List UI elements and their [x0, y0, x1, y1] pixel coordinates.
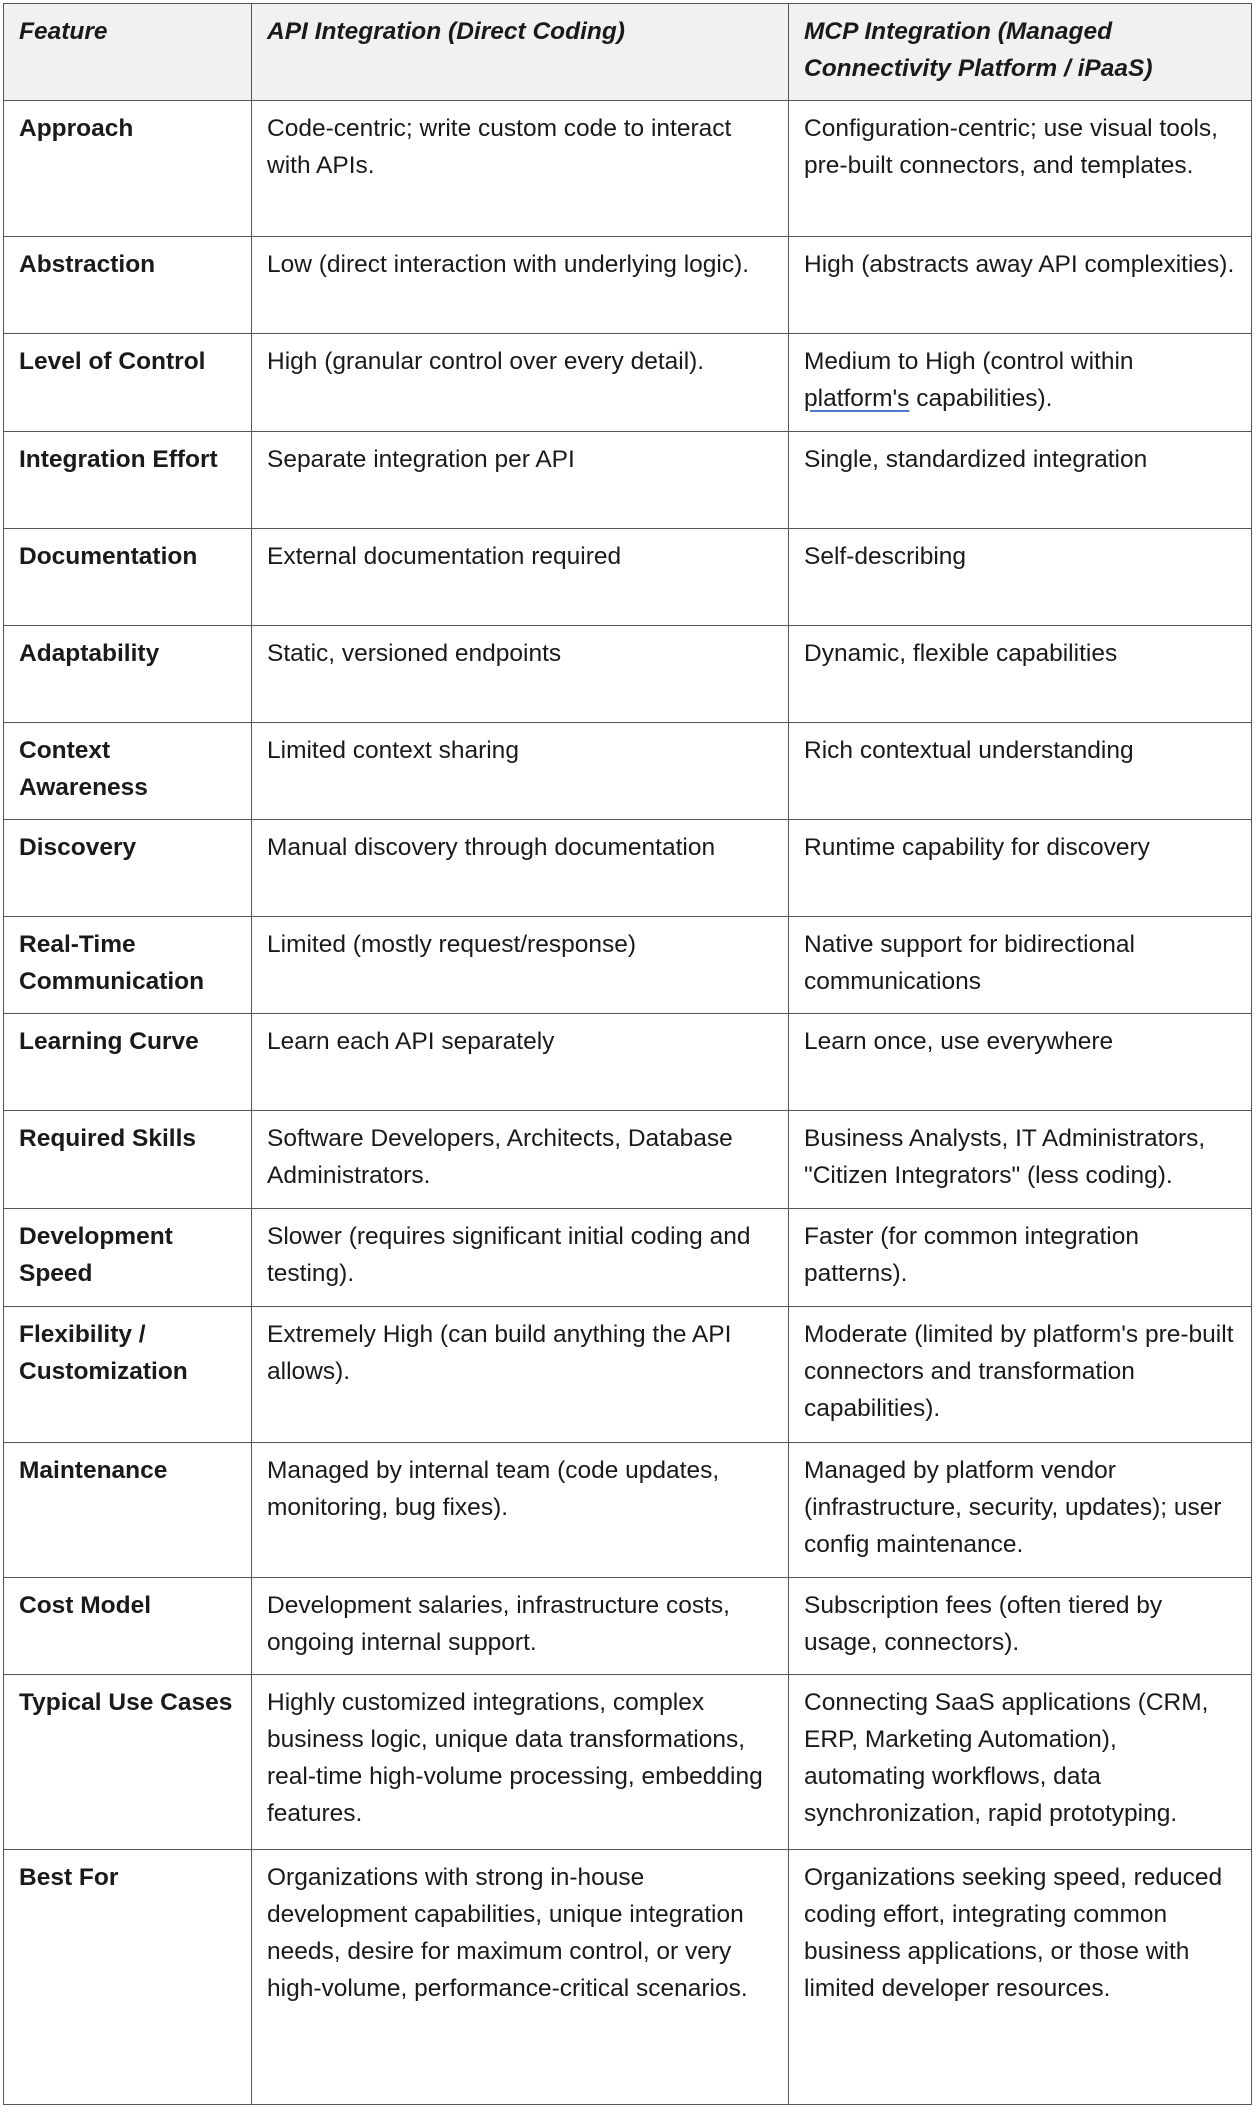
row-mcp: Managed by platform vendor (infrastructure, security, updates); user config maintenance. [789, 1443, 1252, 1578]
row-mcp: Faster (for common integration patterns). [789, 1209, 1252, 1307]
row-api: Separate integration per API [252, 432, 789, 529]
table-row [4, 1443, 1252, 1578]
table-row [4, 237, 1252, 334]
row-api: Limited context sharing [252, 723, 789, 820]
row-mcp: Dynamic, flexible capabilities [789, 626, 1252, 723]
row-mcp: Business Analysts, IT Administrators, "Citizen Integrators" (less coding). [789, 1111, 1252, 1209]
row-mcp: Self-describing [789, 529, 1252, 626]
row-api: Learn each API separately [252, 1014, 789, 1111]
row-api: Static, versioned endpoints [252, 626, 789, 723]
table-row [4, 1209, 1252, 1307]
table-row [4, 1014, 1252, 1111]
row-feature: Discovery [4, 820, 252, 917]
table-row [4, 1578, 1252, 1675]
row-api: Development salaries, infrastructure costs, ongoing internal support. [252, 1578, 789, 1675]
row-mcp-post: capabilities). [909, 385, 1053, 412]
table-row [4, 917, 1252, 1014]
row-api: Code-centric; write custom code to interact with APIs. [252, 101, 789, 237]
row-mcp: Single, standardized integration [789, 432, 1252, 529]
row-api: Organizations with strong in-house development capabilities, unique integration needs, desire for maximum control, or very high-volume, performance-critical scenarios. [252, 1850, 789, 2105]
row-feature: Adaptability [4, 626, 252, 723]
header-api: API Integration (Direct Coding) [252, 4, 789, 101]
row-api: Highly customized integrations, complex business logic, unique data transformations, real-time high-volume processing, embedding features. [252, 1675, 789, 1850]
row-mcp: High (abstracts away API complexities). [789, 237, 1252, 334]
row-api: Limited (mostly request/response) [252, 917, 789, 1014]
row-feature: Best For [4, 1850, 252, 2105]
row-feature: Documentation [4, 529, 252, 626]
row-feature: Development Speed [4, 1209, 252, 1307]
row-mcp-pre: Medium to High (control within [804, 348, 1134, 375]
header-feature: Feature [4, 4, 252, 101]
row-mcp: Runtime capability for discovery [789, 820, 1252, 917]
table-row [4, 820, 1252, 917]
table-row [4, 1307, 1252, 1443]
row-feature: Learning Curve [4, 1014, 252, 1111]
row-api: Managed by internal team (code updates, monitoring, bug fixes). [252, 1443, 789, 1578]
table-row [4, 334, 1252, 432]
table-row [4, 432, 1252, 529]
row-mcp: Organizations seeking speed, reduced coding effort, integrating common business applications, or those with limited developer resources. [789, 1850, 1252, 2105]
header-row [4, 4, 1252, 101]
row-mcp: Connecting SaaS applications (CRM, ERP, Marketing Automation), automating workflows, data synchronization, rapid prototyping. [789, 1675, 1252, 1850]
row-mcp: Rich contextual understanding [789, 723, 1252, 820]
table-row [4, 1850, 1252, 2105]
row-mcp: Subscription fees (often tiered by usage, connectors). [789, 1578, 1252, 1675]
row-feature: Typical Use Cases [4, 1675, 252, 1850]
table-row [4, 1111, 1252, 1209]
table-row [4, 626, 1252, 723]
row-api: Manual discovery through documentation [252, 820, 789, 917]
row-feature: Cost Model [4, 1578, 252, 1675]
row-api: External documentation required [252, 529, 789, 626]
row-api: Extremely High (can build anything the API allows). [252, 1307, 789, 1443]
row-mcp: Moderate (limited by platform's pre-built connectors and transformation capabilities). [789, 1307, 1252, 1443]
table-row [4, 1675, 1252, 1850]
row-feature: Required Skills [4, 1111, 252, 1209]
spellcheck-word: platform's [804, 385, 910, 412]
table-row [4, 101, 1252, 237]
row-mcp [789, 334, 1252, 432]
row-feature: Maintenance [4, 1443, 252, 1578]
row-feature: Real-Time Communication [4, 917, 252, 1014]
row-mcp: Learn once, use everywhere [789, 1014, 1252, 1111]
row-api: Low (direct interaction with underlying logic). [252, 237, 789, 334]
row-feature: Flexibility / Customization [4, 1307, 252, 1443]
table-row [4, 723, 1252, 820]
header-mcp: MCP Integration (Managed Connectivity Platform / iPaaS) [789, 4, 1252, 101]
comparison-table [3, 3, 1252, 2105]
row-feature: Approach [4, 101, 252, 237]
row-feature: Integration Effort [4, 432, 252, 529]
row-api: Software Developers, Architects, Database Administrators. [252, 1111, 789, 1209]
row-api: High (granular control over every detail). [252, 334, 789, 432]
row-feature: Context Awareness [4, 723, 252, 820]
table-row [4, 529, 1252, 626]
row-feature: Abstraction [4, 237, 252, 334]
row-mcp: Configuration-centric; use visual tools, pre-built connectors, and templates. [789, 101, 1252, 237]
row-feature: Level of Control [4, 334, 252, 432]
row-mcp: Native support for bidirectional communications [789, 917, 1252, 1014]
row-api: Slower (requires significant initial coding and testing). [252, 1209, 789, 1307]
